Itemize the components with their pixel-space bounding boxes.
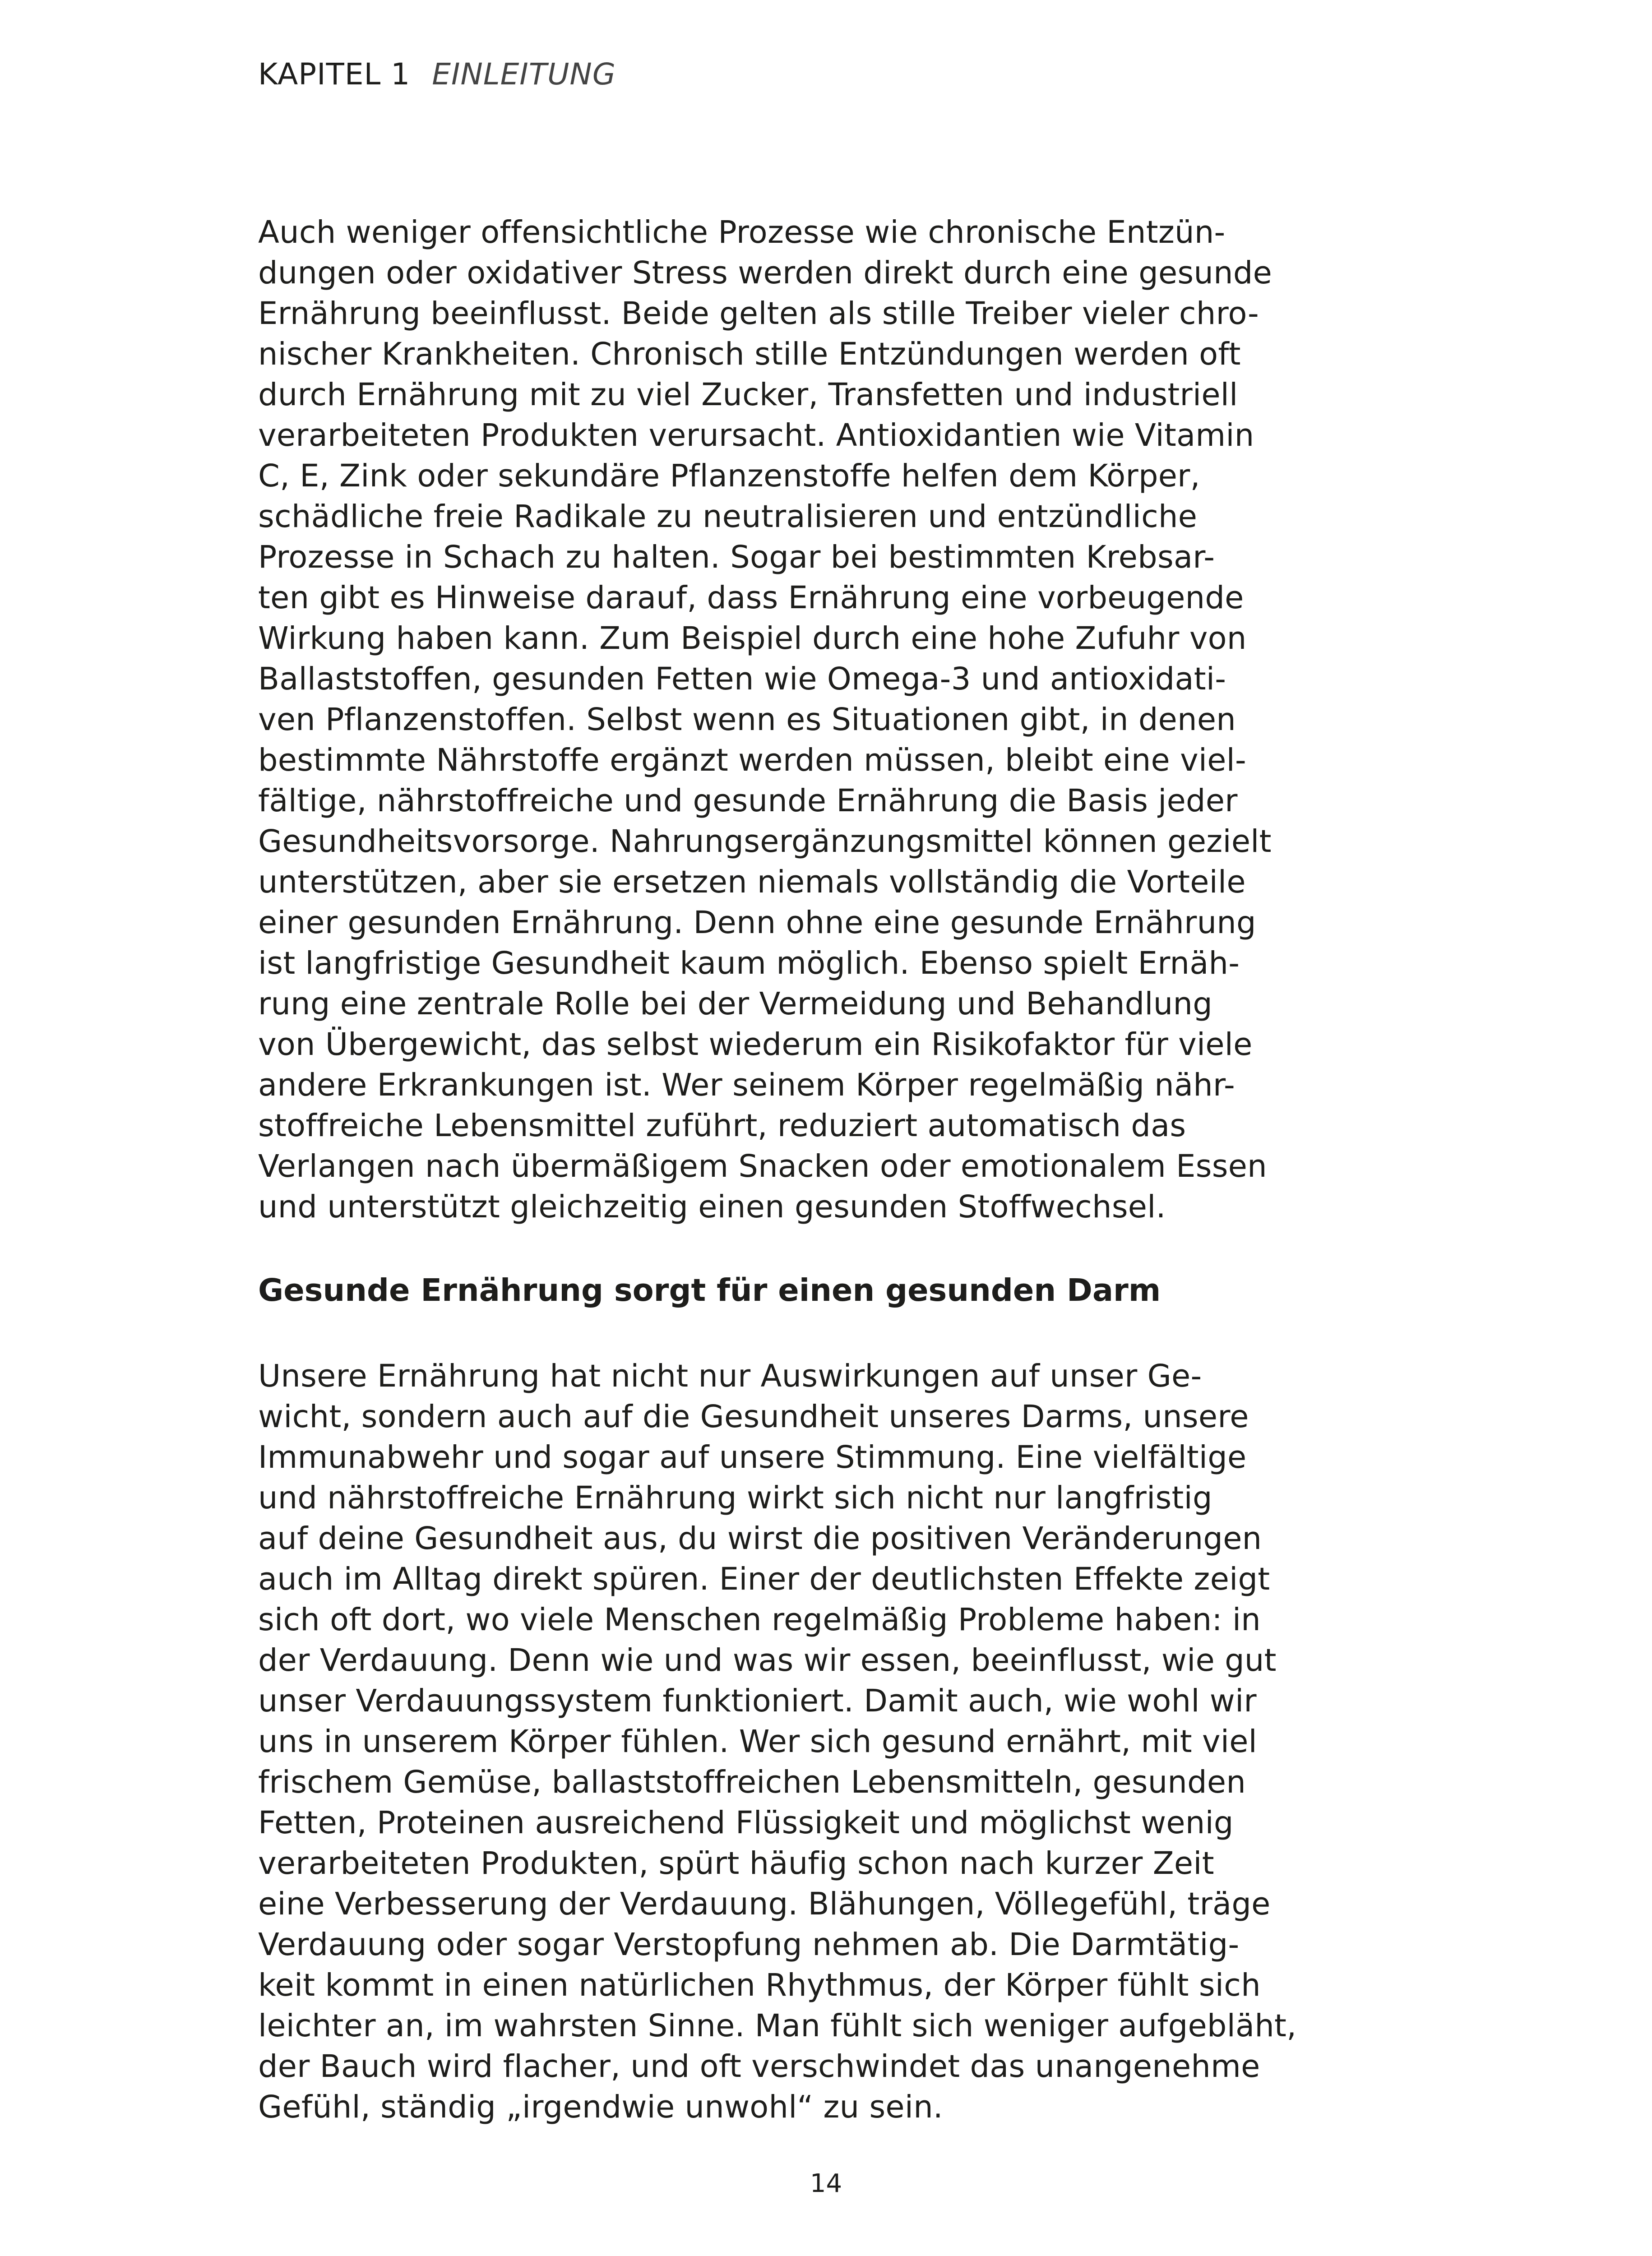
text-line: und unterstützt gleichzeitig einen gesunden Stoffwechsel.: [258, 1189, 1166, 1225]
text-line: einer gesunden Ernährung. Denn ohne eine gesunde Ernährung: [258, 905, 1256, 941]
text-line: stoffreiche Lebensmittel zuführt, reduziert automatisch das: [258, 1108, 1186, 1144]
text-line: und nährstoffreiche Ernährung wirkt sich nicht nur langfristig: [258, 1480, 1212, 1516]
chapter-number: KAPITEL 1: [258, 57, 411, 92]
text-line: eine Verbesserung der Verdauung. Blähungen, Völlegefühl, träge: [258, 1886, 1271, 1922]
text-line: durch Ernährung mit zu viel Zucker, Transfetten und industriell: [258, 377, 1238, 413]
text-line: bestimmte Nährstoffe ergänzt werden müssen, bleibt eine viel-: [258, 742, 1247, 778]
text-line: C, E, Zink oder sekundäre Pflanzenstoffe helfen dem Körper,: [258, 458, 1200, 494]
running-header: [258, 52, 616, 97]
text-line: Verlangen nach übermäßigem Snacken oder emotionalem Essen: [258, 1148, 1267, 1184]
text-line: Ernährung beeinflusst. Beide gelten als stille Treiber vieler chro-: [258, 296, 1259, 332]
text-line: auch im Alltag direkt spüren. Einer der deutlichsten Effekte zeigt: [258, 1561, 1270, 1597]
text-line: Wirkung haben kann. Zum Beispiel durch eine hohe Zufuhr von: [258, 620, 1247, 656]
text-line: von Übergewicht, das selbst wiederum ein Risikofaktor für viele: [258, 1026, 1253, 1063]
text-line: uns in unserem Körper fühlen. Wer sich gesund ernährt, mit viel: [258, 1724, 1257, 1760]
text-line: fältige, nährstoffreiche und gesunde Ernährung die Basis jeder: [258, 783, 1238, 819]
text-line: leichter an, im wahrsten Sinne. Man fühlt sich weniger aufgebläht,: [258, 2008, 1297, 2044]
chapter-title: EINLEITUNG: [432, 57, 616, 92]
text-line: Gesundheitsvorsorge. Nahrungsergänzungsmittel können gezielt: [258, 823, 1272, 860]
text-line: Prozesse in Schach zu halten. Sogar bei bestimmten Krebsar-: [258, 539, 1215, 575]
text-line: Fetten, Proteinen ausreichend Flüssigkeit und möglichst wenig: [258, 1805, 1234, 1841]
text-line: Verdauung oder sogar Verstopfung nehmen ab. Die Darmtätig-: [258, 1927, 1240, 1963]
text-line: rung eine zentrale Rolle bei der Vermeidung und Behandlung: [258, 986, 1212, 1022]
text-line: ist langfristige Gesundheit kaum möglich. Ebenso spielt Ernäh-: [258, 945, 1240, 981]
text-line: Gefühl, ständig „irgendwie unwohl“ zu sein.: [258, 2089, 943, 2125]
section-heading: Gesunde Ernährung sorgt für einen gesunden Darm: [258, 1272, 1161, 1308]
text-line: verarbeiteten Produkten verursacht. Antioxidantien wie Vitamin: [258, 417, 1254, 453]
text-line: verarbeiteten Produkten, spürt häufig schon nach kurzer Zeit: [258, 1845, 1214, 1882]
text-line: Unsere Ernährung hat nicht nur Auswirkungen auf unser Ge-: [258, 1358, 1202, 1394]
body-paragraph-2: [258, 1356, 1395, 2127]
text-line: Ballaststoffen, gesunden Fetten wie Omega-3 und antioxidati-: [258, 661, 1226, 697]
text-line: dungen oder oxidativer Stress werden direkt durch eine gesunde: [258, 255, 1273, 291]
text-line: keit kommt in einen natürlichen Rhythmus, der Körper fühlt sich: [258, 1967, 1261, 2003]
text-line: frischem Gemüse, ballaststoffreichen Lebensmitteln, gesunden: [258, 1764, 1246, 1800]
text-line: wicht, sondern auch auf die Gesundheit unseres Darms, unsere: [258, 1399, 1249, 1435]
text-line: ten gibt es Hinweise darauf, dass Ernährung eine vorbeugende: [258, 580, 1244, 616]
text-line: der Bauch wird flacher, und oft verschwindet das unangenehme: [258, 2048, 1260, 2085]
text-line: schädliche freie Radikale zu neutralisieren und entzündliche: [258, 499, 1198, 535]
page-number: 14: [810, 2169, 842, 2198]
text-line: sich oft dort, wo viele Menschen regelmäßig Probleme haben: in: [258, 1602, 1261, 1638]
text-line: auf deine Gesundheit aus, du wirst die positiven Veränderungen: [258, 1521, 1262, 1557]
text-line: Auch weniger offensichtliche Prozesse wie chronische Entzün-: [258, 214, 1226, 250]
text-line: nischer Krankheiten. Chronisch stille Entzündungen werden oft: [258, 336, 1241, 372]
text-line: ven Pflanzenstoffen. Selbst wenn es Situationen gibt, in denen: [258, 702, 1236, 738]
body-paragraph-1: [258, 212, 1395, 1227]
text-line: unterstützen, aber sie ersetzen niemals vollständig die Vorteile: [258, 864, 1246, 900]
text-line: unser Verdauungssystem funktioniert. Damit auch, wie wohl wir: [258, 1683, 1257, 1719]
text-line: Immunabwehr und sogar auf unsere Stimmung. Eine vielfältige: [258, 1439, 1247, 1475]
text-line: der Verdauung. Denn wie und was wir essen, beeinflusst, wie gut: [258, 1642, 1277, 1678]
text-line: andere Erkrankungen ist. Wer seinem Körper regelmäßig nähr-: [258, 1067, 1236, 1103]
